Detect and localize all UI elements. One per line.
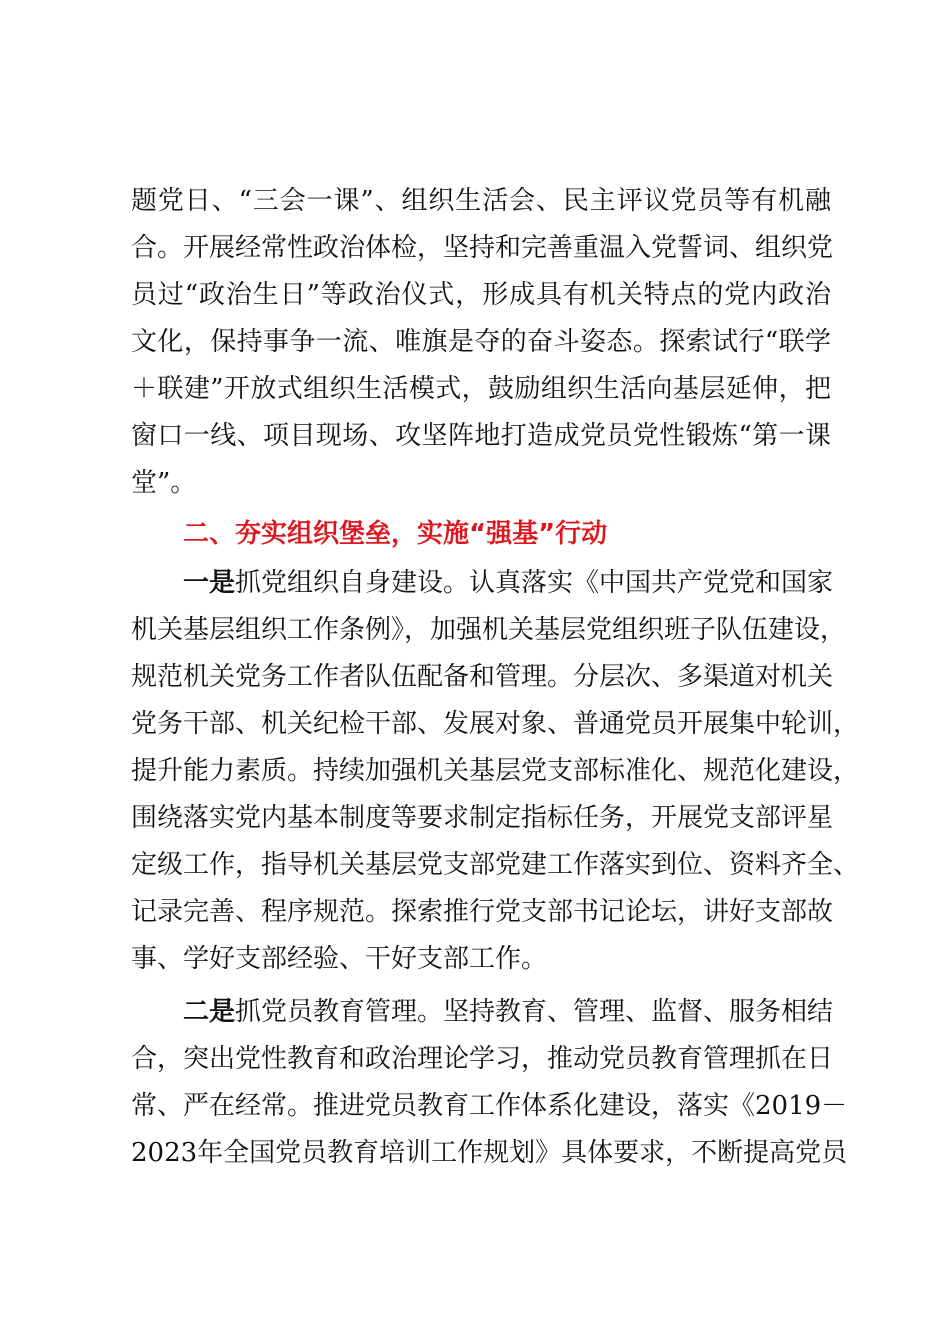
paragraph-3-line-1 xyxy=(183,992,834,1032)
paragraph-2-line-1 xyxy=(183,563,834,603)
paragraph-2-lead: 一是 xyxy=(183,568,236,598)
paragraph-2-line-2: 机关基层组织工作条例》，加强机关基层党组织班子队伍建设， xyxy=(131,615,847,645)
paragraph-2-line-8: 记录完善、程序规范。探索推行党支部书记论坛，讲好支部故 xyxy=(131,897,834,927)
paragraph-1-line-7: 堂”。 xyxy=(131,468,197,498)
paragraph-1-line-1: 题党日、“三会一课”、组织生活会、民主评议党员等有机融 xyxy=(131,186,831,216)
paragraph-2-line-6: 围绕落实党内基本制度等要求制定指标任务，开展党支部评星 xyxy=(131,803,834,833)
paragraph-1-line-4: 文化，保持事争一流、唯旗是夺的奋斗姿态。探索试行“联学 xyxy=(131,327,831,357)
paragraph-2-line-4: 党务干部、机关纪检干部、发展对象、普通党员开展集中轮训， xyxy=(131,709,860,739)
paragraph-1-line-6: 窗口一线、项目现场、攻坚阵地打造成党员党性锻炼“第一课 xyxy=(131,421,831,451)
paragraph-3-line-4: 2023年全国党员教育培训工作规划》具体要求，不断提高党员 xyxy=(131,1138,848,1168)
paragraph-2-line-7: 定级工作，指导机关基层党支部党建工作落实到位、资料齐全、 xyxy=(131,850,860,880)
paragraph-2-line-9: 事、学好支部经验、干好支部工作。 xyxy=(131,944,548,974)
paragraph-1-line-2: 合。开展经常性政治体检，坚持和完善重温入党誓词、组织党 xyxy=(131,233,834,263)
paragraph-3-line-2: 合，突出党性教育和政治理论学习，推动党员教育管理抓在日 xyxy=(131,1044,834,1074)
section-heading: 二、夯实组织堡垒，实施“强基”行动 xyxy=(183,519,608,549)
paragraph-3-lead: 二是 xyxy=(183,997,236,1027)
paragraph-3-line-3: 常、严在经常。推进党员教育工作体系化建设，落实《2019－ xyxy=(131,1091,848,1121)
paragraph-2-line-5: 提升能力素质。持续加强机关基层党支部标准化、规范化建设， xyxy=(131,756,860,786)
paragraph-2-line-3: 规范机关党务工作者队伍配备和管理。分层次、多渠道对机关 xyxy=(131,662,834,692)
paragraph-2-first-line-text: 抓党组织自身建设。认真落实《中国共产党党和国家 xyxy=(235,568,834,598)
paragraph-1-line-5: ＋联建”开放式组织生活模式，鼓励组织生活向基层延伸，把 xyxy=(131,374,831,404)
paragraph-3-first-line-text: 抓党员教育管理。坚持教育、管理、监督、服务相结 xyxy=(235,997,834,1027)
paragraph-1-line-3: 员过“政治生日”等政治仪式，形成具有机关特点的党内政治 xyxy=(131,280,831,310)
